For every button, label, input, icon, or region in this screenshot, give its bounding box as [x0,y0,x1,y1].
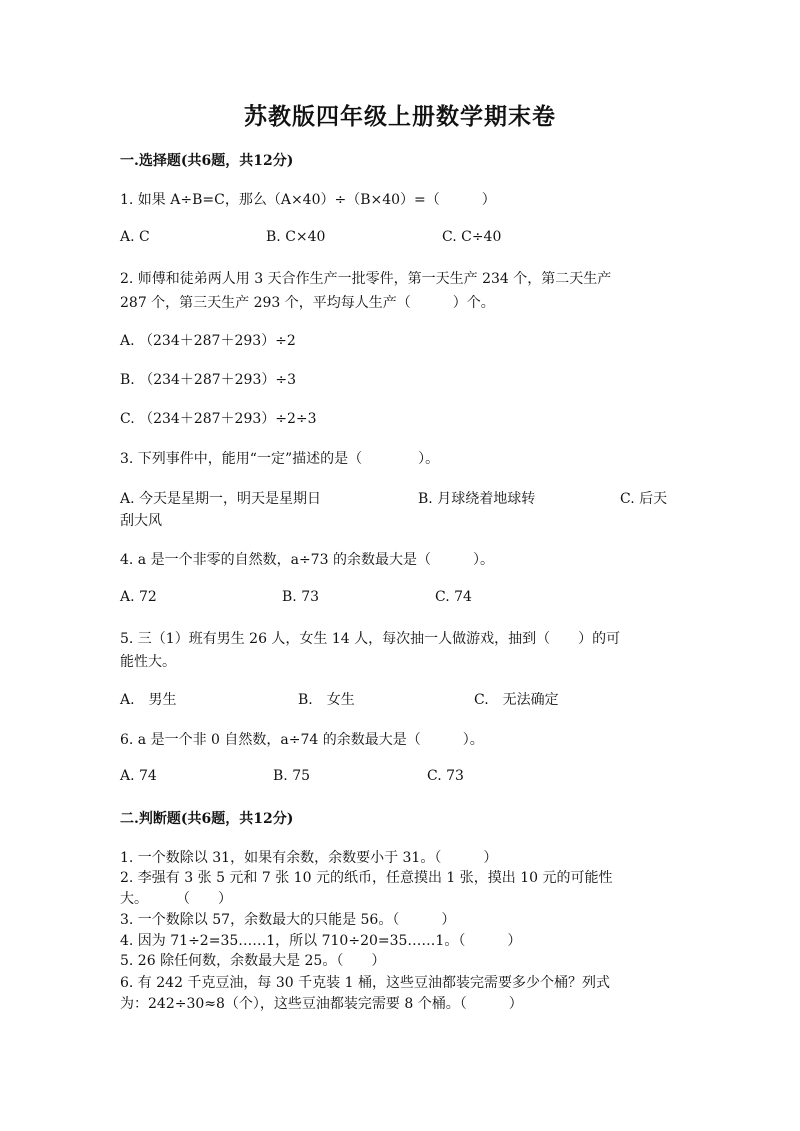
q4-option-a: A. 72 [120,589,157,605]
q3-option-c-continued: 刮大风 [120,513,162,529]
judgement-line-5: 4. 因为 71÷2=35……1，所以 710÷20=35……1。（ ） [120,933,522,949]
question-4: 4. a 是一个非零的自然数，a÷73 的余数最大是（ ）。 [120,552,494,568]
q1-option-c: C. C÷40 [442,229,502,245]
judgement-line-2: 2. 李强有 3 张 5 元和 7 张 10 元的纸币，任意摸出 1 张，摸出 10 元的可能性 [120,870,613,886]
q3-option-c: C. 后天 [620,491,668,507]
judgement-line-7: 6. 有 242 千克豆油，每 30 千克装 1 桶，这些豆油都装完需要多少个桶？列式 [120,975,610,991]
question-5-line-2: 能性大。 [120,654,176,670]
page-title: 苏教版四年级上册数学期末卷 [244,103,556,130]
q4-option-b: B. 73 [282,589,320,605]
q2-option-b: B. （234＋287＋293）÷3 [120,372,296,388]
q5-option-a: A. 男生 [120,692,177,708]
judgement-line-1: 1. 一个数除以 31，如果有余数，余数要小于 31。（ ） [120,850,498,866]
question-2-line-2: 287 个，第三天生产 293 个，平均每人生产（ ）个。 [120,295,495,311]
question-2-line-1: 2. 师傅和徒弟两人用 3 天合作生产一批零件，第一天生产 234 个，第二天生产 [120,271,612,287]
q1-option-b: B. C×40 [266,229,326,245]
judgement-line-6: 5. 26 除任何数，余数最大是 25。（ ） [120,953,386,969]
q6-option-c: C. 73 [427,768,464,784]
question-5-line-1: 5. 三（1）班有男生 26 人，女生 14 人，每次抽一人做游戏，抽到（ ）的可 [120,631,621,647]
q3-option-b: B. 月球绕着地球转 [418,491,536,507]
q3-option-a: A. 今天是星期一，明天是星期日 [120,491,322,507]
q2-option-a: A. （234＋287＋293）÷2 [120,333,296,349]
q6-option-a: A. 74 [120,768,157,784]
q2-option-c: C. （234＋287＋293）÷2÷3 [120,411,317,427]
q6-option-b: B. 75 [273,768,311,784]
judgement-line-8: 为：242÷30≈8（个），这些豆油都装完需要 8 个桶。（ ） [120,996,523,1012]
judgement-line-4: 3. 一个数除以 57，余数最大的只能是 56。（ ） [120,912,456,928]
q4-option-c: C. 74 [435,589,472,605]
question-1: 1. 如果 A÷B=C，那么（A×40）÷（B×40）=（ ） [120,192,496,208]
q5-option-c: C. 无法确定 [474,692,559,708]
question-6: 6. a 是一个非 0 自然数，a÷74 的余数最大是（ ）。 [120,732,484,748]
q1-option-a: A. C [120,229,150,245]
judgement-line-3: 大。 （ ） [120,891,232,907]
section-heading-judgement: 二.判断题(共6题，共12分) [120,811,294,827]
question-3: 3. 下列事件中，能用“一定”描述的是（ ）。 [120,451,440,467]
section-heading-choice: 一.选择题(共6题，共12分) [120,153,294,169]
q5-option-b: B. 女生 [298,692,355,708]
